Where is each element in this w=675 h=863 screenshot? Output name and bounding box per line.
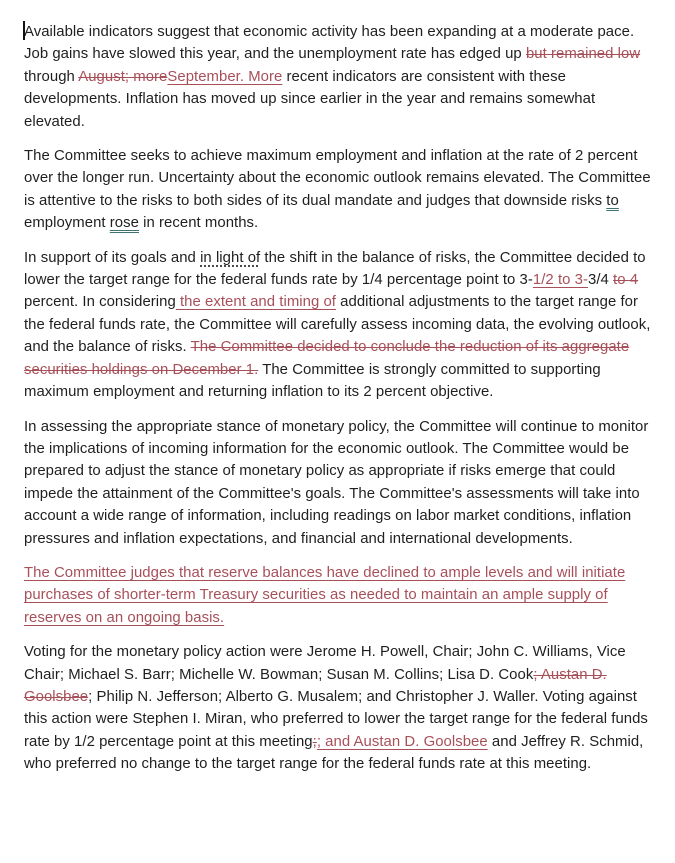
text-run: employment (24, 215, 110, 232)
tracked-deletion: August; more (78, 68, 168, 85)
text-cursor-icon (23, 21, 25, 40)
tracked-insertion: ; and Austan D. Goolsbee (316, 733, 488, 750)
text-run: The Committee is strongly committed to supporting maximum employment and returning inflation to its 2 percent objective. (24, 361, 601, 401)
text-run: percent. In considering (24, 294, 176, 311)
text-run: the shift in the balance of risks, the Committee decided to lower the target range for the federal funds rate by 1/4 percentage point to 3- (24, 249, 646, 289)
text-run: ; Philip N. Jefferson; Alberto G. Musalem; and Christopher J. Waller. Voting against this action were Stephen I. Miran, who preferred to lower the target range for the federal funds rate by 1/2 percentage point at this meeting (24, 688, 648, 750)
text-run: Voting for the monetary policy action were Jerome H. Powell, Chair; John C. Williams, Vice Chair; Michael S. Barr; Michelle W. Bowman; Susan M. Collins; Lisa D. Cook (24, 644, 626, 683)
tracked-deletion: ; (312, 733, 317, 750)
paragraph-rate-decision (24, 247, 653, 404)
moved-text: to (606, 192, 619, 209)
text-run: 3/4 (588, 272, 614, 289)
tracked-deletion: ; Austan D. Goolsbee (24, 666, 607, 705)
text-run: Available indicators suggest that economic activity has been expanding at a moderate pace. Job gains have slowed this year, and the unemployment rate has edged up (24, 24, 635, 63)
format-changed-text: in light of (200, 249, 261, 266)
text-run: recent indicators are consistent with these developments. Inflation has moved up since earlier in the year and remains somewhat elevated. (24, 68, 596, 130)
text-run: The Committee seeks to achieve maximum employment and inflation at the rate of 2 percent over the longer run. Uncertainty about the economic outlook remains elevated. The Committee is attentive to the risks to both sides of its dual mandate and judges that downside risks (24, 148, 651, 209)
text-run: and Jeffrey R. Schmid, who preferred no change to the target range for the federal funds rate at this meeting. (24, 733, 644, 773)
tracked-insertion: The Committee judges that reserve balances have declined to ample levels and will initiate purchases of shorter-term Treasury securities as needed to maintain an ample supply of reserves on an ongoing basis. (24, 564, 626, 626)
paragraph-reserve-balances-insertion (24, 562, 653, 629)
text-run: additional adjustments to the target range for the federal funds rate, the Committee will carefully assess incoming data, the evolving outlook, and the balance of risks. (24, 294, 651, 356)
moved-text: rose (109, 215, 139, 232)
text-run: through (24, 68, 79, 85)
text-run: in recent months. (138, 215, 259, 232)
text-run: In support of its goals and (24, 249, 201, 266)
tracked-deletion: to 4 (613, 272, 639, 289)
tracked-deletion: but remained low (525, 46, 641, 63)
tracked-insertion: 1/2 to 3- (532, 272, 588, 289)
paragraph-dual-mandate (24, 145, 653, 235)
paragraph-economic-activity (24, 21, 653, 133)
tracked-deletion: The Committee decided to conclude the reduction of its aggregate securities holdings on December 1. (24, 339, 630, 378)
tracked-insertion: September. More (167, 68, 283, 85)
tracked-insertion: the extent and timing of (175, 294, 336, 311)
paragraph-policy-stance (24, 416, 653, 550)
text-run: In assessing the appropriate stance of monetary policy, the Committee will continue to monitor the implications of incoming information for the economic outlook. The Committee would be prepared to adjust the stance of monetary policy as appropriate if risks emerge that could impede the attainment of the Committee's goals. The Committee's assessments will take into account a wide range of information, including readings on labor market conditions, inflation pressures and inflation expectations, and financial and international developments. (24, 418, 649, 547)
paragraph-voting-record (24, 641, 653, 775)
